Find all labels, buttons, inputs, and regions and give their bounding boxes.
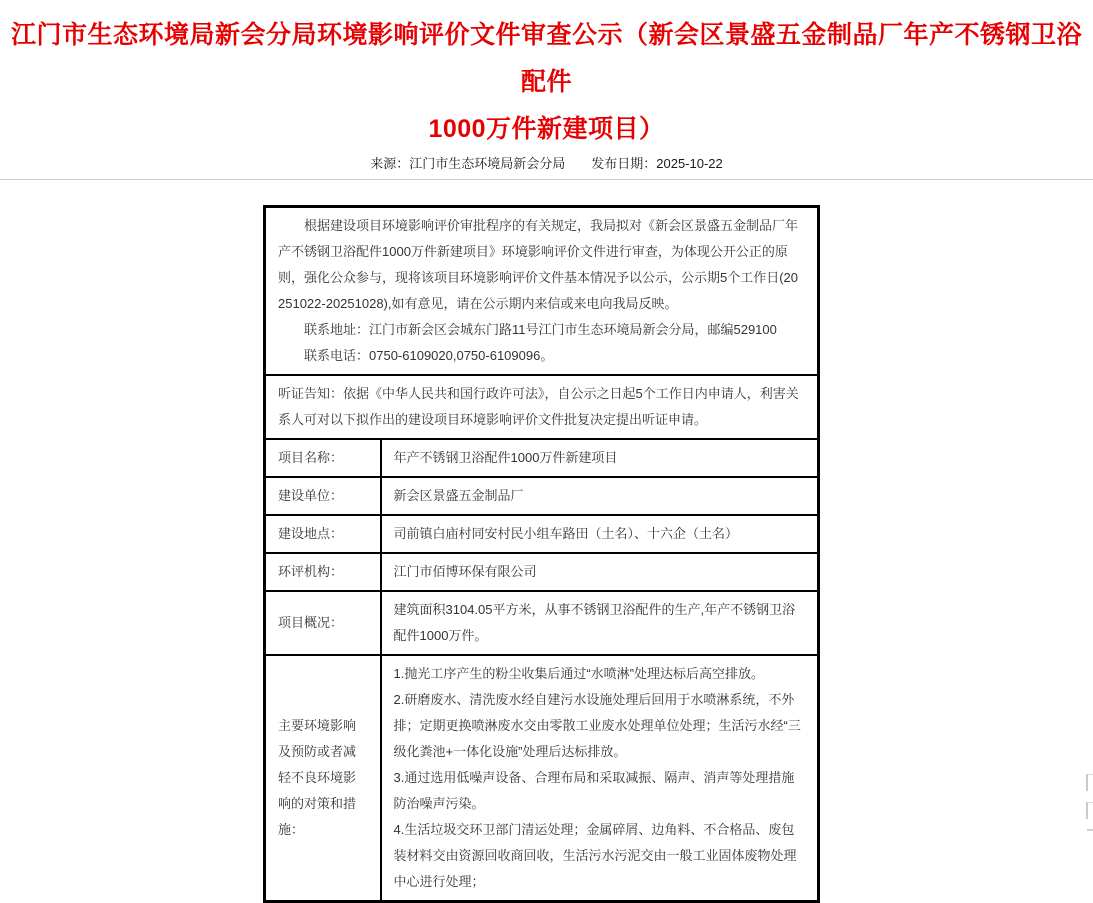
- measure-item: 2.研磨废水、清洗废水经自建污水设施处理后回用于水喷淋系统，不外排；定期更换喷淋废水交由零散工业废水处理单位处理；生活污水经“三级化粪池+一体化设施”处理后达标排放。: [393, 692, 801, 759]
- hearing-paragraph: 听证告知：依据《中华人民共和国行政许可法》，自公示之日起5个工作日内申请人，利害关系人可对以下拟作出的建设项目环境影响评价文件批复决定提出听证申请。: [278, 386, 799, 427]
- page-title: [0, 0, 1093, 153]
- publish-date-label: 发布日期：: [591, 156, 657, 171]
- hearing-row: [265, 375, 819, 439]
- contact-phone: 联系电话：0750-6109020,0750-6109096。: [304, 348, 554, 363]
- field-value: 年产不锈钢卫浴配件1000万件新建项目: [381, 439, 819, 477]
- clipped-glyph-fragment: [1086, 802, 1093, 819]
- field-label: 环评机构：: [265, 553, 381, 591]
- field-value: 江门市佰博环保有限公司: [381, 553, 819, 591]
- divider-rule: [0, 179, 1093, 180]
- intro-row: [265, 207, 819, 376]
- field-label: 项目概况：: [265, 591, 381, 655]
- measures-row: [265, 655, 819, 902]
- publish-date-value: 2025-10-22: [656, 156, 723, 171]
- intro-paragraph: 根据建设项目环境影响评价审批程序的有关规定，我局拟对《新会区景盛五金制品厂年产不锈钢卫浴配件1000万件新建项目》环境影响评价文件进行审查，为体现公开公正的原则，强化公众参与，现将该项目环境影响评价文件基本情况予以公示，公示期5个工作日(20251022-20251028),如有意见，请在公示期内来信或来电向我局反映。: [278, 218, 799, 311]
- intro-cell: [265, 207, 819, 376]
- field-row-construction-site: [265, 515, 819, 553]
- field-value: 司前镇白庙村同安村民小组车路田（土名）、十六企（土名）: [381, 515, 819, 553]
- field-label: 建设地点：: [265, 515, 381, 553]
- measures-list: [381, 655, 819, 902]
- source-value: 江门市生态环境局新会分局: [409, 156, 566, 171]
- notice-table: [263, 205, 820, 903]
- measures-label: 主要环境影响及预防或者减轻不良环境影响的对策和措施：: [265, 655, 381, 902]
- page-title-line-1: 江门市生态环境局新会分局环境影响评价文件审查公示（新会区景盛五金制品厂年产不锈钢卫浴配件: [10, 21, 1082, 96]
- field-row-project-name: [265, 439, 819, 477]
- measure-item: 1.抛光工序产生的粉尘收集后通过“水喷淋”处理达标后高空排放。: [393, 666, 765, 681]
- contact-address: 联系地址：江门市新会区会城东门路11号江门市生态环境局新会分局，邮编529100: [304, 322, 777, 337]
- field-row-construction-unit: [265, 477, 819, 515]
- source-label: 来源：: [370, 156, 410, 171]
- measure-item: 4.生活垃圾交环卫部门清运处理；金属碎屑、边角料、不合格品、废包装材料交由资源回收商回收，生活污水污泥交由一般工业固体废物处理中心进行处理；: [393, 822, 797, 889]
- field-label: 建设单位：: [265, 477, 381, 515]
- hearing-cell: [265, 375, 819, 439]
- field-label: 项目名称：: [265, 439, 381, 477]
- clipped-edge-artifact: [1085, 772, 1093, 834]
- clipped-glyph-fragment: [1087, 829, 1093, 831]
- page-title-line-2: 1000万件新建项目）: [428, 115, 665, 143]
- article-meta: [0, 155, 1093, 173]
- field-value: 建筑面积3104.05平方米，从事不锈钢卫浴配件的生产,年产不锈钢卫浴配件1000万件。: [381, 591, 819, 655]
- field-row-eia-agency: [265, 553, 819, 591]
- clipped-glyph-fragment: [1086, 774, 1093, 791]
- field-row-project-overview: [265, 591, 819, 655]
- measure-item: 3.通过选用低噪声设备、合理布局和采取减振、隔声、消声等处理措施防治噪声污染。: [393, 770, 795, 811]
- field-value: 新会区景盛五金制品厂: [381, 477, 819, 515]
